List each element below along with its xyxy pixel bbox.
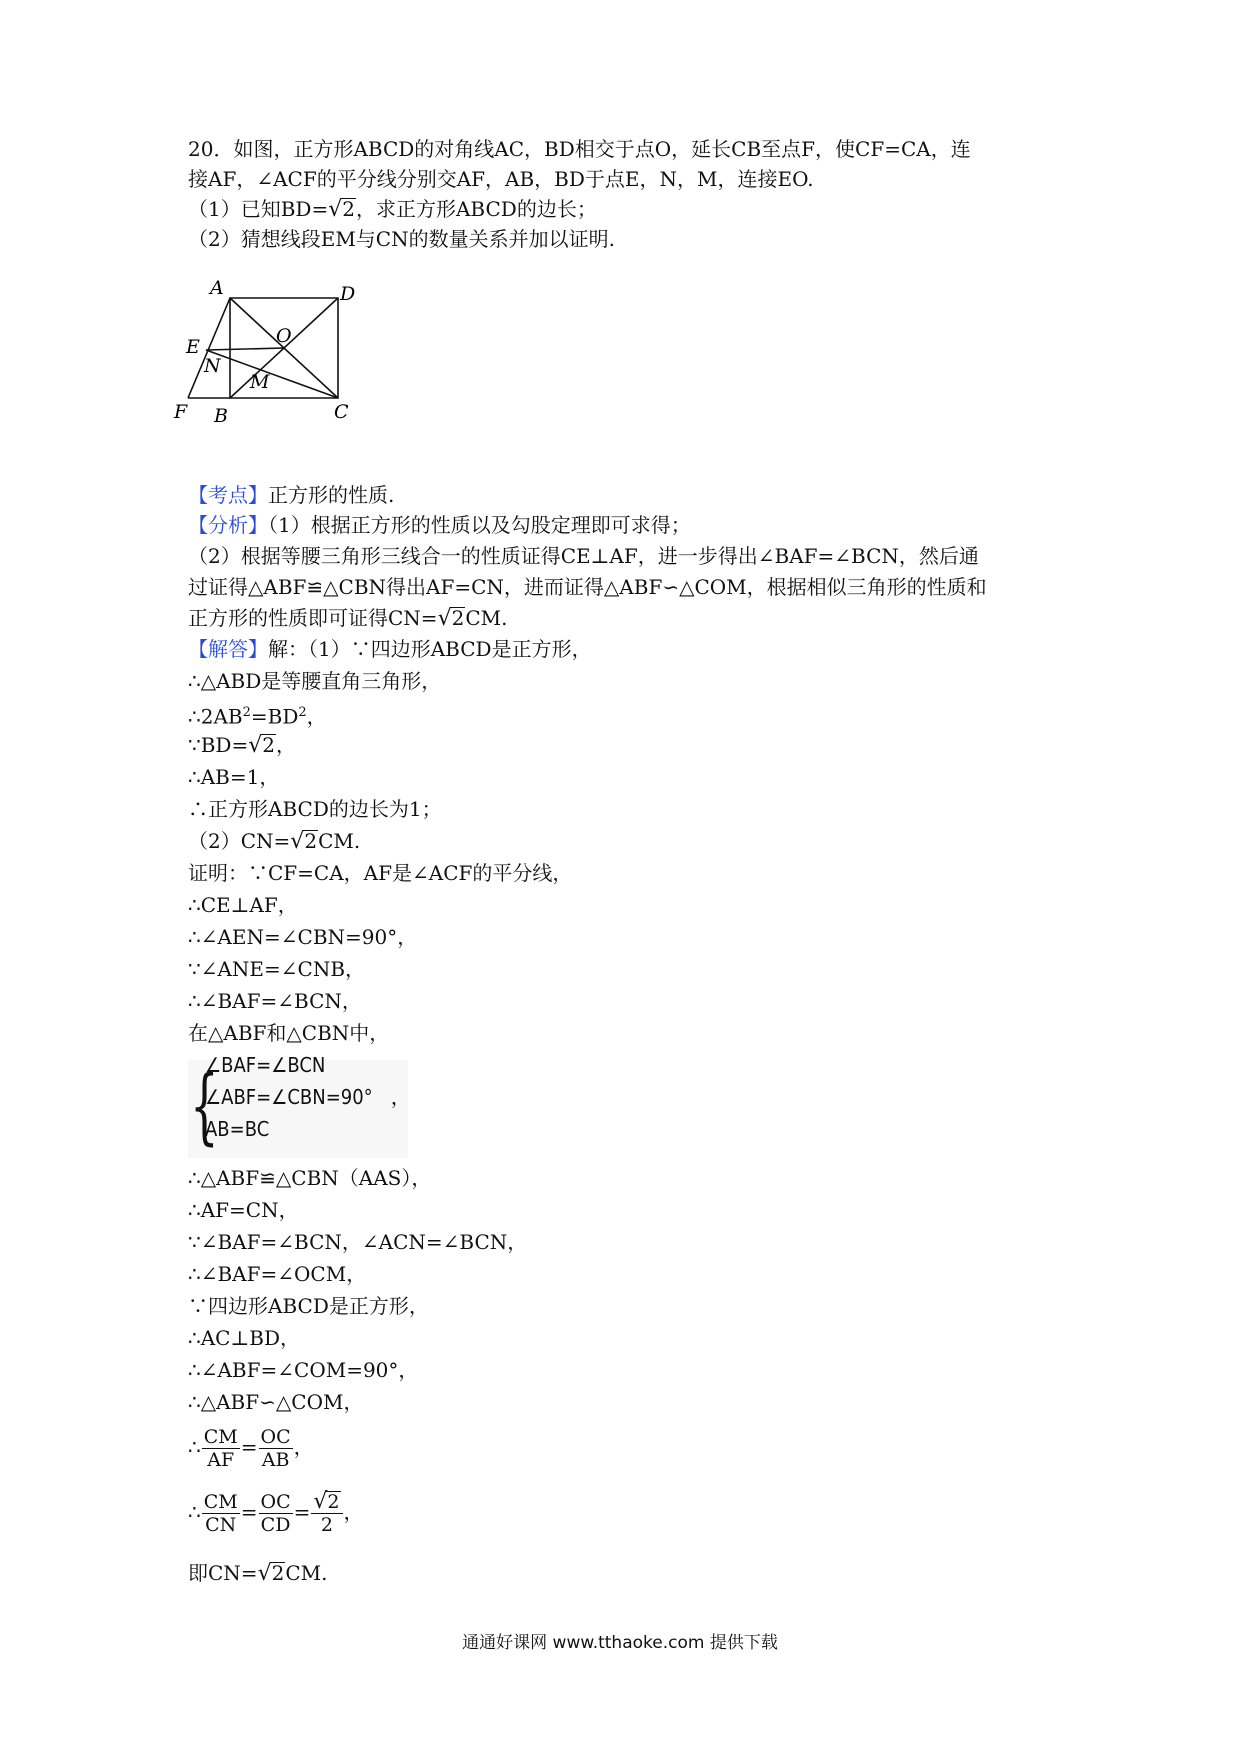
jieda-line-1: 【解答】解：（1）∵四边形ABCD是正方形， <box>188 637 592 661</box>
kaodian-line: 【考点】正方形的性质. <box>188 483 395 507</box>
jieda-line-6: ∴正方形ABCD的边长为1； <box>188 797 442 821</box>
jieda-line-19: ∴AC⊥BD， <box>188 1326 301 1350</box>
left-brace: { <box>190 1059 219 1154</box>
kaodian-tag: 【考点】 <box>188 483 268 507</box>
jieda-line-7: （2）CN=√2CM. <box>188 829 361 854</box>
fraction-cm-af: $\frac{CM}{AF}$ <box>203 1426 238 1471</box>
jieda-line-10: ∴∠AEN=∠CBN=90°， <box>188 925 418 949</box>
fraction-line-1: ∴ $\frac{CM}{AF}$ = $\frac{OC}{AB}$ ， <box>188 1426 314 1471</box>
label-b: B <box>214 405 228 427</box>
page-footer: 通通好课网 www.tthaoke.com 提供下载 <box>462 1633 778 1653</box>
system-row-3: AB=BC <box>205 1117 270 1141</box>
system-row-2: ∠ABF=∠CBN=90° ， <box>205 1085 411 1109</box>
label-o: O <box>276 325 292 347</box>
jieda-line-14: ∴△ABF≌△CBN（AAS）， <box>188 1166 432 1190</box>
fraction-sqrt2-2: $\frac{√2}{2}$ <box>311 1491 342 1536</box>
jieda-line-2: ∴△ABD是等腰直角三角形， <box>188 669 442 693</box>
jieda-line-21: ∴△ABF∽△COM， <box>188 1390 364 1414</box>
label-c: C <box>334 401 349 423</box>
jieda-line-3: $\therefore 2AB^2=BD^2$， <box>188 704 327 729</box>
jieda-line-5: ∴AB=1， <box>188 765 280 789</box>
jieda-line-22: 即CN=√2CM. <box>188 1561 328 1586</box>
problem-line-2: 接AF，∠ACF的平分线分别交AF，AB，BD于点E，N，M，连接EO. <box>188 167 814 191</box>
sqrt-radicand: 2 <box>342 197 355 221</box>
fenxi-line-1: 【分析】（1）根据正方形的性质以及勾股定理即可求得； <box>188 513 691 537</box>
segment-eo <box>206 348 284 350</box>
label-d: D <box>340 283 356 305</box>
jieda-line-16: ∵∠BAF=∠BCN，∠ACN=∠BCN， <box>188 1230 528 1254</box>
fenxi-tag: 【分析】 <box>188 513 268 537</box>
jieda-line-9: ∴CE⊥AF， <box>188 893 298 917</box>
fraction-oc-cd: $\frac{OC}{CD}$ <box>260 1491 291 1536</box>
label-n: N <box>204 355 221 377</box>
jieda-tag: 【解答】 <box>188 637 268 661</box>
jieda-line-18: ∵四边形ABCD是正方形， <box>188 1294 429 1318</box>
fraction-cm-cn: $\frac{CM}{CN}$ <box>203 1491 238 1536</box>
fraction-oc-ab: $\frac{OC}{AB}$ <box>260 1426 291 1471</box>
jieda-line-8: 证明：∵CF=CA，AF是∠ACF的平分线， <box>188 861 573 885</box>
fraction-line-2: ∴ $\frac{CM}{CN}$ = $\frac{OC}{CD}$ = $\frac{√2}{2}$ ， <box>188 1489 364 1536</box>
fenxi-line-4: 正方形的性质即可证得CN=√2CM. <box>188 606 508 631</box>
jieda-line-20: ∴∠ABF=∠COM=90°， <box>188 1358 419 1382</box>
bisector-ce <box>206 350 338 398</box>
fenxi-line-2: （2）根据等腰三角形三线合一的性质证得CE⊥AF，进一步得出∠BAF=∠BCN，然后通 <box>188 544 979 568</box>
fenxi-line-3: 过证得△ABF≌△CBN得出AF=CN，进而证得△ABF∽△COM，根据相似三角形的性质和 <box>188 575 987 599</box>
label-a: A <box>210 277 224 299</box>
jieda-line-12: ∴∠BAF=∠BCN， <box>188 989 362 1013</box>
problem-line-1: 20．如图，正方形ABCD的对角线AC，BD相交于点O，延长CB至点F，使CF=CA，连 <box>188 137 971 161</box>
label-m: M <box>250 371 270 393</box>
geometry-figure <box>174 277 388 450</box>
system-row-1: ∠BAF=∠BCN <box>205 1053 326 1077</box>
jieda-line-11: ∵∠ANE=∠CNB， <box>188 957 366 981</box>
label-e: E <box>186 336 200 358</box>
label-f: F <box>174 401 188 423</box>
question-1: （1）已知BD=√2，求正方形ABCD的边长； <box>188 197 597 222</box>
jieda-line-17: ∴∠BAF=∠OCM， <box>188 1262 367 1286</box>
jieda-line-13: 在△ABF和△CBN中， <box>188 1021 390 1045</box>
jieda-line-15: ∴AF=CN， <box>188 1198 299 1222</box>
jieda-line-4: ∵BD=√2， <box>188 733 296 758</box>
question-2: （2）猜想线段EM与CN的数量关系并加以证明. <box>188 227 615 251</box>
